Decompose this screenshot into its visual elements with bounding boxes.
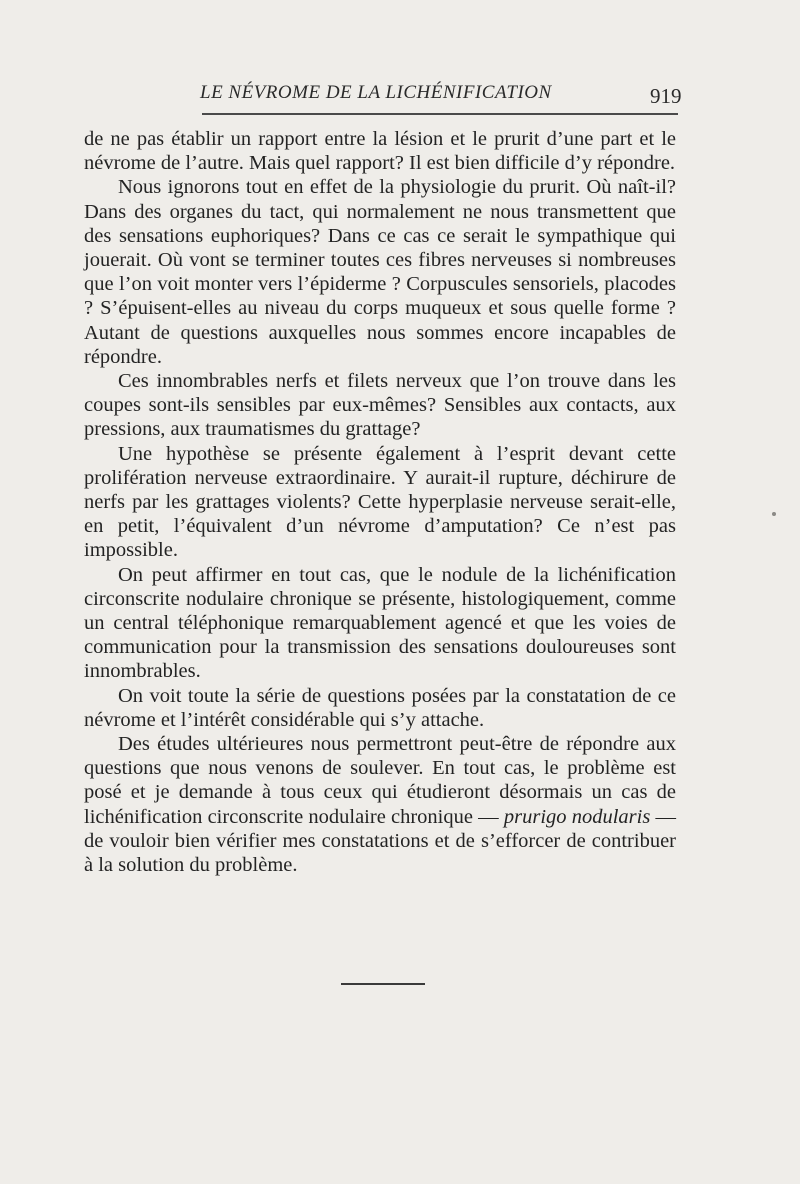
paragraph-3: Ces innombrables nerfs et filets nerveux que l’on trouve dans les coupes sont-ils sensibles par eux-mêmes? Sensibles aux contacts, aux pressions, aux traumatismes du grattage?	[84, 370, 676, 441]
body-text	[84, 127, 676, 877]
paragraph-7-text-before: Des études ultérieures nous permettront peut-être de répondre aux questions que nous venons de soulever. En tout cas, le problème est posé et je demande à tous ceux qui étudieront désormais un cas de lichénification circonscrite nodulaire chronique —	[84, 733, 676, 828]
paragraph-7-italic-term: prurigo nodularis	[503, 805, 651, 828]
paragraph-4: Une hypothèse se présente également à l’esprit devant cette prolifération nerveuse extraordinaire. Y aurait-il rupture, déchirure de nerfs par les grattages violents? Cette hyperplasie nerveuse serait-elle, en petit, l’équivalent d’un névrome d’amputation? Ce n’est pas impossible.	[84, 442, 676, 562]
paragraph-7-text-after: — de vouloir bien vérifier mes constatations et de s’efforcer de contribuer à la solution du problème.	[84, 805, 677, 877]
header-rule	[202, 113, 678, 115]
running-title: LE NÉVROME DE LA LICHÉNIFICATION	[200, 82, 552, 103]
paragraph-1: de ne pas établir un rapport entre la lésion et le prurit d’une part et le névrome de l’autre. Mais quel rapport? Il est bien difficile d’y répondre.	[84, 128, 676, 175]
paragraph-7	[84, 732, 676, 877]
page-number: 919	[650, 84, 682, 108]
paragraph-2: Nous ignorons tout en effet de la physiologie du prurit. Où naît-il? Dans des organes du tact, qui normalement ne nous transmettent que des sensations euphoriques? Dans ce cas ce serait le sympathique qui jouerait. Où vont se terminer toutes ces fibres nerveuses si nombreuses que l’on voit monter vers l’épiderme ? Corpuscules sensoriels, placodes ? S’épuisent-elles au niveau du corps muqueux et sous quelle forme ? Autant de questions auxquelles nous sommes encore incapables de répondre.	[84, 176, 676, 368]
paragraph-5: On peut affirmer en tout cas, que le nodule de la lichénification circonscrite nodulaire chronique se présente, histologiquement, comme un central téléphonique remarquablement agencé et que les voies de communication pour la transmission des sensations douloureuses sont innombrables.	[84, 563, 676, 683]
paper-speck	[772, 512, 776, 516]
end-rule	[341, 983, 425, 985]
paragraph-6: On voit toute la série de questions posées par la constatation de ce névrome et l’intérêt considérable qui s’y attache.	[84, 684, 676, 731]
